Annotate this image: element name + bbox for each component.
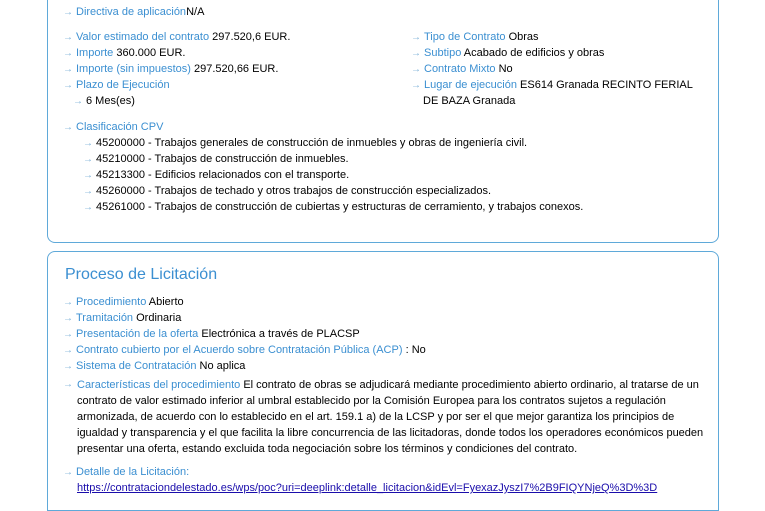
arrow-icon: → [63,7,73,18]
field-label: Importe (sin impuestos) [76,63,191,75]
field-value: Electrónica a través de PLACSP [201,328,360,340]
plazo-value-row [73,94,135,109]
detalle-label: Detalle de la Licitación: [76,466,190,478]
licitacion-field-row [63,343,426,358]
arrow-icon: → [63,345,73,356]
arrow-icon: → [63,379,73,390]
field-row [63,62,278,77]
arrow-icon: → [411,48,421,59]
arrow-icon: → [63,297,73,308]
field-row [411,46,604,61]
arrow-icon: → [83,202,93,213]
arrow-icon: → [63,80,73,91]
cpv-label: Clasificación CPV [76,121,164,133]
directiva-label: Directiva de aplicación [76,6,187,18]
directiva-row [63,5,204,20]
cpv-item [83,152,349,167]
arrow-icon: → [63,64,73,75]
cpv-item [83,200,583,215]
arrow-icon: → [63,122,73,133]
field-label: Contrato cubierto por el Acuerdo sobre Contratación Pública (ACP) [76,344,403,356]
field-value: No [498,63,513,75]
cpv-item [83,136,527,151]
plazo-row [63,78,170,93]
field-row [411,62,513,77]
field-value: : No [405,344,426,356]
field-label: Tramitación [76,312,134,324]
arrow-icon: → [83,138,93,149]
detalle-link[interactable]: https://contrataciondelestado.es/wps/poc?uri=deeplink:detalle_licitacion&idEvl=FyexazJyszI7%2B9FIQYNjeQ%3D%3D [77,482,658,494]
licitacion-field-row [63,295,184,310]
lugar-value-line2: DE BAZA Granada [423,95,516,107]
cpv-item [83,184,491,199]
detalle-row [63,465,189,480]
field-label: Tipo de Contrato [424,31,506,43]
field-value: Ordinaria [136,312,182,324]
cpv-item-text: 45210000 - Trabajos de construcción de inmuebles. [96,153,349,165]
field-value: Obras [508,31,539,43]
field-label: Contrato Mixto [424,63,496,75]
plazo-label: Plazo de Ejecución [76,79,170,91]
caracteristicas-arrow-row [63,376,76,393]
arrow-icon: → [63,467,73,478]
field-label: Procedimiento [76,296,147,308]
field-row [411,30,539,45]
arrow-icon: → [63,329,73,340]
field-value: Abierto [148,296,184,308]
licitacion-field-row [63,359,245,374]
arrow-icon: → [63,48,73,59]
arrow-icon: → [411,80,421,91]
arrow-icon: → [83,186,93,197]
arrow-icon: → [83,170,93,181]
arrow-icon: → [83,154,93,165]
lugar-row [411,78,693,93]
caracteristicas-block [77,377,705,457]
cpv-item-text: 45213300 - Edificios relacionados con el transporte. [96,169,350,181]
lugar-label: Lugar de ejecución [424,79,517,91]
field-label: Importe [76,47,114,59]
field-label: Subtipo [424,47,462,59]
arrow-icon: → [63,361,73,372]
field-value: Acabado de edificios y obras [463,47,605,59]
field-label: Sistema de Contratación [76,360,197,372]
cpv-item-text: 45261000 - Trabajos de construcción de cubiertas y estructuras de cerramiento, y trabajos conexos. [96,201,584,213]
lugar-value: ES614 Granada RECINTO FERIAL [520,79,693,91]
caracteristicas-label: Características del procedimiento [77,379,241,391]
field-value: 297.520,66 EUR. [194,63,279,75]
licitacion-field-row [63,311,181,326]
cpv-item-text: 45260000 - Trabajos de techado y otros trabajos de construcción especializados. [96,185,492,197]
field-label: Presentación de la oferta [76,328,199,340]
cpv-item [83,168,349,183]
arrow-icon: → [63,313,73,324]
licitacion-field-row [63,327,360,342]
arrow-icon: → [411,64,421,75]
field-value: 360.000 EUR. [116,47,186,59]
caracteristicas-value: El contrato de obras se adjudicará mediante procedimiento abierto ordinario, al tratarse de un contrato de valor estimado inferior al umbral establecido por la Comisión Europea para los contratos sujetos a regulación armonizada, de acuerdo con lo establecido en el art. 159.1 a) de la LCSP y por ser el que mejor garantiza los principios de igualdad y transparencia y el que facilita la libre concurrencia de las licitadoras, donde todos los operadores económicos pueden presentar una oferta, estando excluida toda negociación sobre los términos y condiciones del contrato. [77,379,704,455]
arrow-icon: → [73,96,83,107]
field-value: No aplica [199,360,246,372]
arrow-icon: → [63,32,73,43]
field-value: 297.520,6 EUR. [212,31,291,43]
field-label: Valor estimado del contrato [76,31,210,43]
cpv-item-text: 45200000 - Trabajos generales de construcción de inmuebles y obras de ingeniería civil. [96,137,528,149]
field-row [63,30,290,45]
arrow-icon: → [411,32,421,43]
directiva-value: N/A [186,6,205,18]
plazo-value: 6 Mes(es) [86,95,135,107]
section-title: Proceso de Licitación [65,266,218,283]
cpv-row [63,120,163,135]
field-row [63,46,185,61]
